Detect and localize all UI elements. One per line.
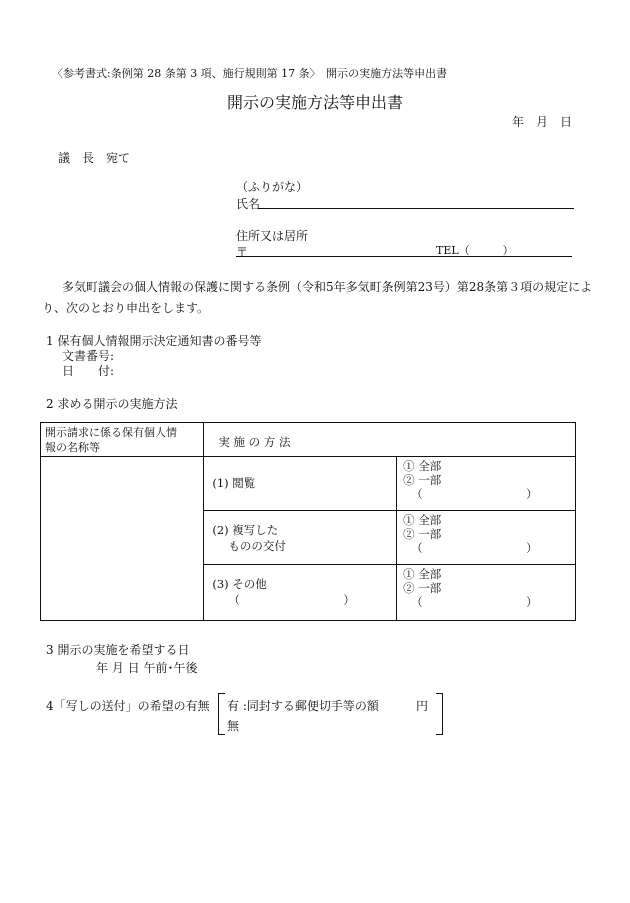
address-label: 住所又は居所 — [236, 229, 309, 243]
addressee: 議 長 宛て — [58, 151, 131, 165]
body-text-line2: り、次のとおり申出をします。 — [42, 301, 210, 315]
postal-mark: 〒 — [236, 245, 249, 259]
method-header: 実 施 の 方 法 — [204, 423, 576, 457]
mailing-no-option[interactable]: 無 — [227, 719, 240, 733]
method-cell-copy: (2) 複写した ものの交付 — [204, 511, 397, 565]
scope-cell-copy[interactable]: ① 全部 ② 一部 （ ） — [397, 511, 576, 565]
notice-date-label[interactable]: 日 付: — [62, 364, 115, 378]
scope-cell-viewing[interactable]: ① 全部 ② 一部 （ ） — [397, 457, 576, 511]
right-bracket — [436, 693, 443, 735]
section4-heading: 4「写しの送付」の希望の有無 — [46, 699, 210, 713]
info-name-header: 開示請求に係る保有個人情 報の名称等 — [41, 423, 204, 457]
yen-label: 円 — [416, 699, 429, 713]
desired-date[interactable]: 年 月 日 午前･午後 — [96, 661, 198, 675]
method-table — [40, 422, 576, 621]
doc-number-label[interactable]: 文書番号: — [62, 349, 115, 363]
section2-heading: 2 求める開示の実施方法 — [46, 397, 178, 411]
furigana-label: （ふりがな） — [236, 180, 309, 194]
section3-heading: 3 開示の実施を希望する日 — [46, 643, 190, 657]
reference-note: 〈参考書式:条例第 28 条第 3 項、施行規則第 17 条〉 開示の実施方法等申出書 — [52, 67, 448, 80]
method-cell-other: (3) その他 （ ） — [204, 565, 397, 621]
document-title: 開示の実施方法等申出書 — [226, 93, 403, 112]
info-name-cell[interactable] — [41, 457, 204, 621]
address-underline[interactable] — [236, 256, 572, 257]
tel-label: TEL（ ） — [436, 244, 514, 257]
name-label: 氏名 — [236, 197, 261, 211]
body-text-line1: 多気町議会の個人情報の保護に関する条例（令和5年多気町条例第23号）第28条第３項の規定によ — [62, 280, 593, 294]
section1-heading: 1 保有個人情報開示決定通知書の番号等 — [46, 334, 262, 348]
method-cell-viewing: (1) 閲覧 — [204, 457, 397, 511]
scope-cell-other[interactable]: ① 全部 ② 一部 （ ） — [397, 565, 576, 621]
mailing-yes-option[interactable]: 有 :同封する郵便切手等の額 — [227, 699, 379, 713]
name-underline[interactable] — [258, 208, 574, 209]
left-bracket — [218, 693, 225, 735]
date-line: 年 月 日 — [512, 115, 573, 129]
